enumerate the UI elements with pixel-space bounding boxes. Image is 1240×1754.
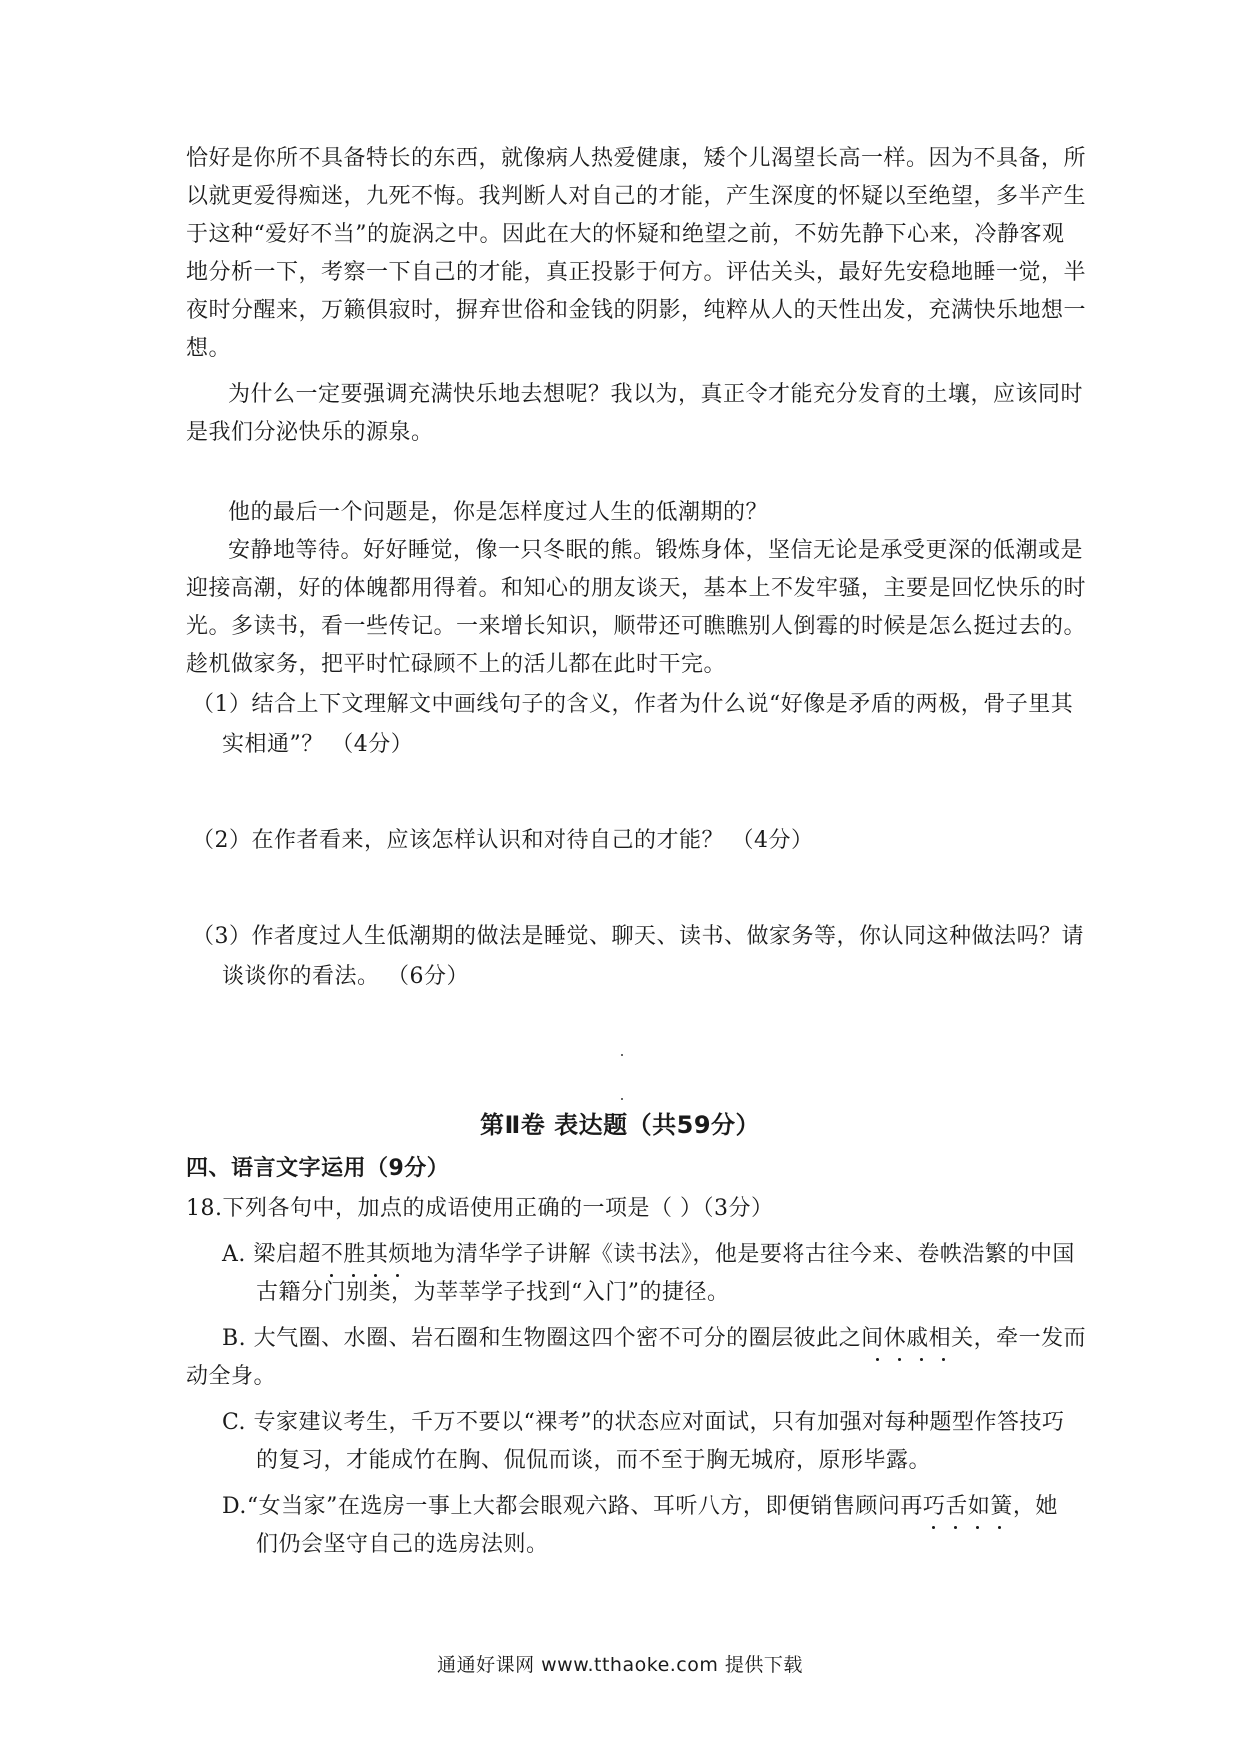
section-heading: 四、语言文字运用（9分） — [186, 1156, 450, 1181]
emphasis-dot — [932, 1526, 935, 1529]
option-d-cont: 们仍会坚守自己的选房法则。 — [256, 1532, 549, 1557]
emphasis-dot — [942, 1358, 945, 1361]
question-3: （3）作者度过人生低潮期的做法是睡觉、聊天、读书、做家务等，你认同这种做法吗？请 — [192, 924, 1085, 949]
question-18: 18.下列各句中，加点的成语使用正确的一项是（ ）（3分） — [186, 1196, 774, 1221]
emphasis-dot — [374, 1274, 377, 1277]
option-d: D.“女当家”在选房一事上大都会眼观六路、耳听八方，即便销售顾问再巧舌如簧，她 — [222, 1494, 1058, 1519]
option-a: A. 梁启超不胜其烦地为清华学子讲解《读书法》，他是要将古往今来、卷帙浩繁的中国 — [222, 1242, 1075, 1267]
question-3-cont: 谈谈你的看法。 （6分） — [222, 964, 469, 989]
option-c: C. 专家建议考生，千万不要以“裸考”的状态应对面试，只有加强对每种题型作答技巧 — [222, 1410, 1065, 1435]
option-c-cont: 的复习，才能成竹在胸、侃侃而谈，而不至于胸无城府，原形毕露。 — [256, 1448, 932, 1473]
passage-line: 他的最后一个问题是，你是怎样度过人生的低潮期的？ — [228, 500, 769, 525]
scan-speck — [621, 1098, 623, 1100]
scan-speck — [621, 1054, 623, 1056]
question-1-cont: 实相通”？ （4分） — [222, 732, 414, 757]
passage-line: 地分析一下，考察一下自己的才能，真正投影于何方。评估关头，最好先安稳地睡一觉，半 — [186, 260, 1087, 285]
passage-line: 想。 — [186, 336, 232, 361]
passage-line: 恰好是你所不具备特长的东西，就像病人热爱健康，矮个儿渴望长高一样。因为不具备，所 — [186, 146, 1087, 171]
emphasis-dot — [998, 1526, 1001, 1529]
option-b-cont: 动全身。 — [186, 1364, 277, 1389]
emphasis-dot — [330, 1274, 333, 1277]
emphasis-dot — [352, 1274, 355, 1277]
emphasis-dot — [396, 1274, 399, 1277]
emphasis-dot — [898, 1358, 901, 1361]
passage-line: 迎接高潮，好的体魄都用得着。和知心的朋友谈天，基本上不发牢骚，主要是回忆快乐的时 — [186, 576, 1087, 601]
passage-line: 光。多读书，看一些传记。一来增长知识，顺带还可瞧瞧别人倒霉的时候是怎么挺过去的。 — [186, 614, 1087, 639]
question-2: （2）在作者看来，应该怎样认识和对待自己的才能？ （4分） — [192, 828, 814, 853]
emphasis-dot — [920, 1358, 923, 1361]
passage-line: 趁机做家务，把平时忙碌顾不上的活儿都在此时干完。 — [186, 652, 727, 677]
emphasis-dot — [976, 1526, 979, 1529]
page-footer: 通通好课网 www.tthaoke.com 提供下载 — [437, 1654, 803, 1676]
passage-line: 是我们分泌快乐的源泉。 — [186, 420, 434, 445]
section-title: 第Ⅱ卷 表达题（共59分） — [479, 1111, 761, 1139]
emphasis-dot — [876, 1358, 879, 1361]
passage-line: 安静地等待。好好睡觉，像一只冬眠的熊。锻炼身体，坚信无论是承受更深的低潮或是 — [228, 538, 1084, 563]
option-b: B. 大气圈、水圈、岩石圈和生物圈这四个密不可分的圈层彼此之间休戚相关，牵一发而 — [222, 1326, 1087, 1351]
option-a-cont: 古籍分门别类，为莘莘学子找到“入门”的捷径。 — [256, 1280, 730, 1305]
question-1: （1）结合上下文理解文中画线句子的含义，作者为什么说“好像是矛盾的两极，骨子里其 — [192, 692, 1074, 717]
passage-line: 于这种“爱好不当”的旋涡之中。因此在大的怀疑和绝望之前，不妨先静下心来，冷静客观 — [186, 222, 1065, 247]
passage-line: 夜时分醒来，万籁俱寂时，摒弃世俗和金钱的阴影，纯粹从人的天性出发，充满快乐地想一 — [186, 298, 1087, 323]
passage-line: 为什么一定要强调充满快乐地去想呢？我以为，真正令才能充分发育的土壤，应该同时 — [228, 382, 1084, 407]
passage-line: 以就更爱得痴迷，九死不悔。我判断人对自己的才能，产生深度的怀疑以至绝望，多半产生 — [186, 184, 1087, 209]
emphasis-dot — [954, 1526, 957, 1529]
